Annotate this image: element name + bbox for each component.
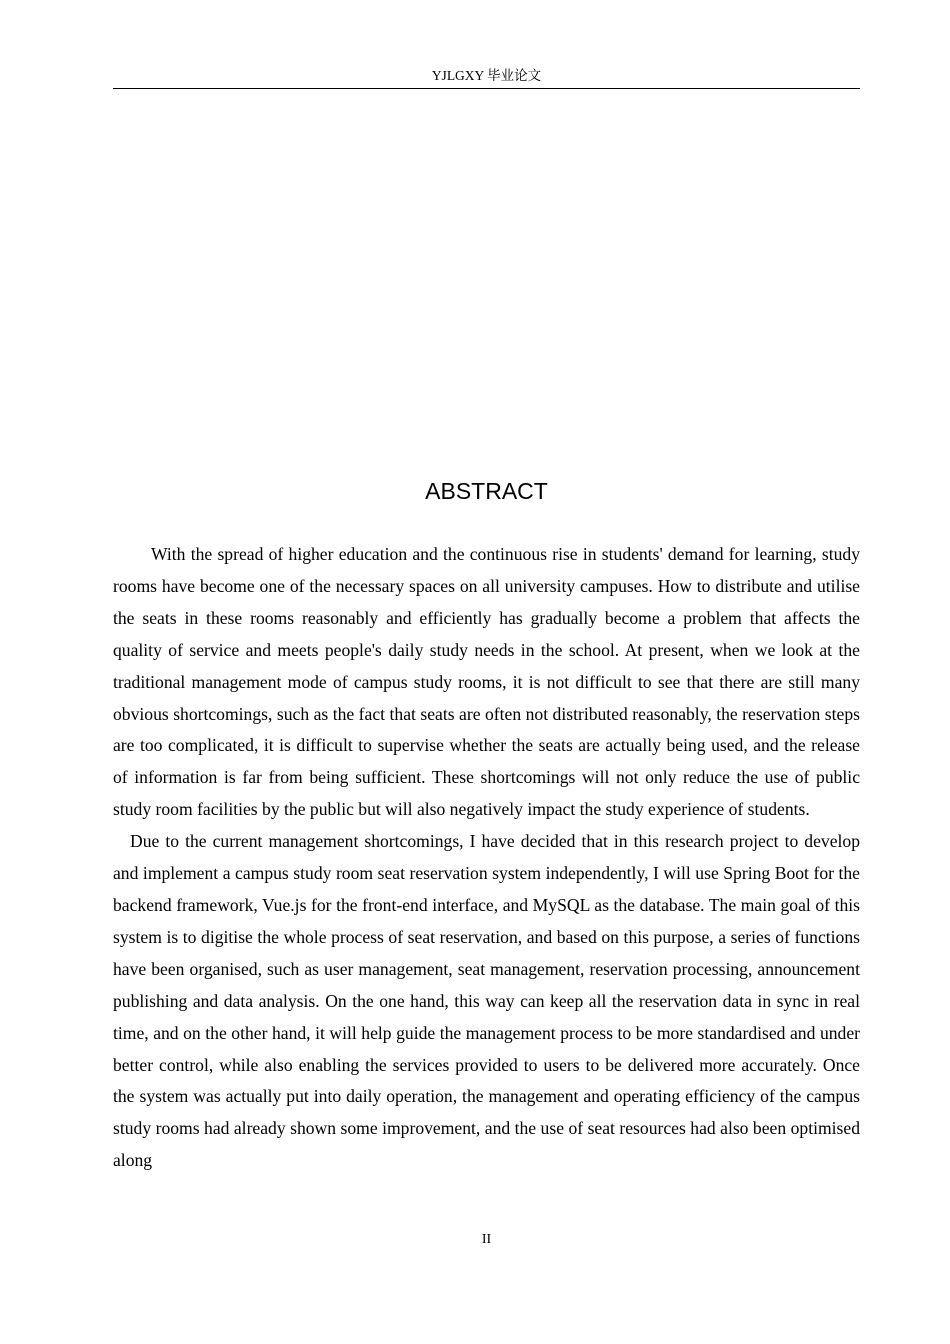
page-header [113, 66, 860, 89]
abstract-paragraph-2: Due to the current management shortcomings, I have decided that in this research project to develop and implement a campus study room seat reservation system independently, I will use Spring Boot for the backend framework, Vue.js for the front-end interface, and MySQL as the database. The main goal of this system is to digitise the whole process of seat reservation, and based on this purpose, a series of functions have been organised, such as user management, seat management, reservation processing, announcement publishing and data analysis. On the one hand, this way can keep all the reservation data in sync in real time, and on the other hand, it will help guide the management process to be more standardised and under better control, while also enabling the services provided to users to be delivered more accurately. Once the system was actually put into daily operation, the management and operating efficiency of the campus study rooms had already shown some improvement, and the use of seat resources had also been optimised along [113, 831, 860, 1171]
abstract-paragraph-1: With the spread of higher education and the continuous rise in students' demand for learning, study rooms have become one of the necessary spaces on all university campuses. How to distribute and utilise the seats in these rooms reasonably and efficiently has gradually become a problem that affects the quality of service and meets people's daily study needs in the school. At present, when we look at the traditional management mode of campus study rooms, it is not difficult to see that there are still many obvious shortcomings, such as the fact that seats are often not distributed reasonably, the reservation steps are too complicated, it is difficult to supervise whether the seats are actually being used, and the release of information is far from being sufficient. These shortcomings will not only reduce the use of public study room facilities by the public but will also negatively impact the study experience of students. [113, 544, 860, 820]
abstract-heading: ABSTRACT [425, 478, 548, 504]
header-title: YJLGXY 毕业论文 [431, 68, 542, 83]
page-number: II [481, 1232, 492, 1247]
abstract-body [113, 539, 860, 1177]
